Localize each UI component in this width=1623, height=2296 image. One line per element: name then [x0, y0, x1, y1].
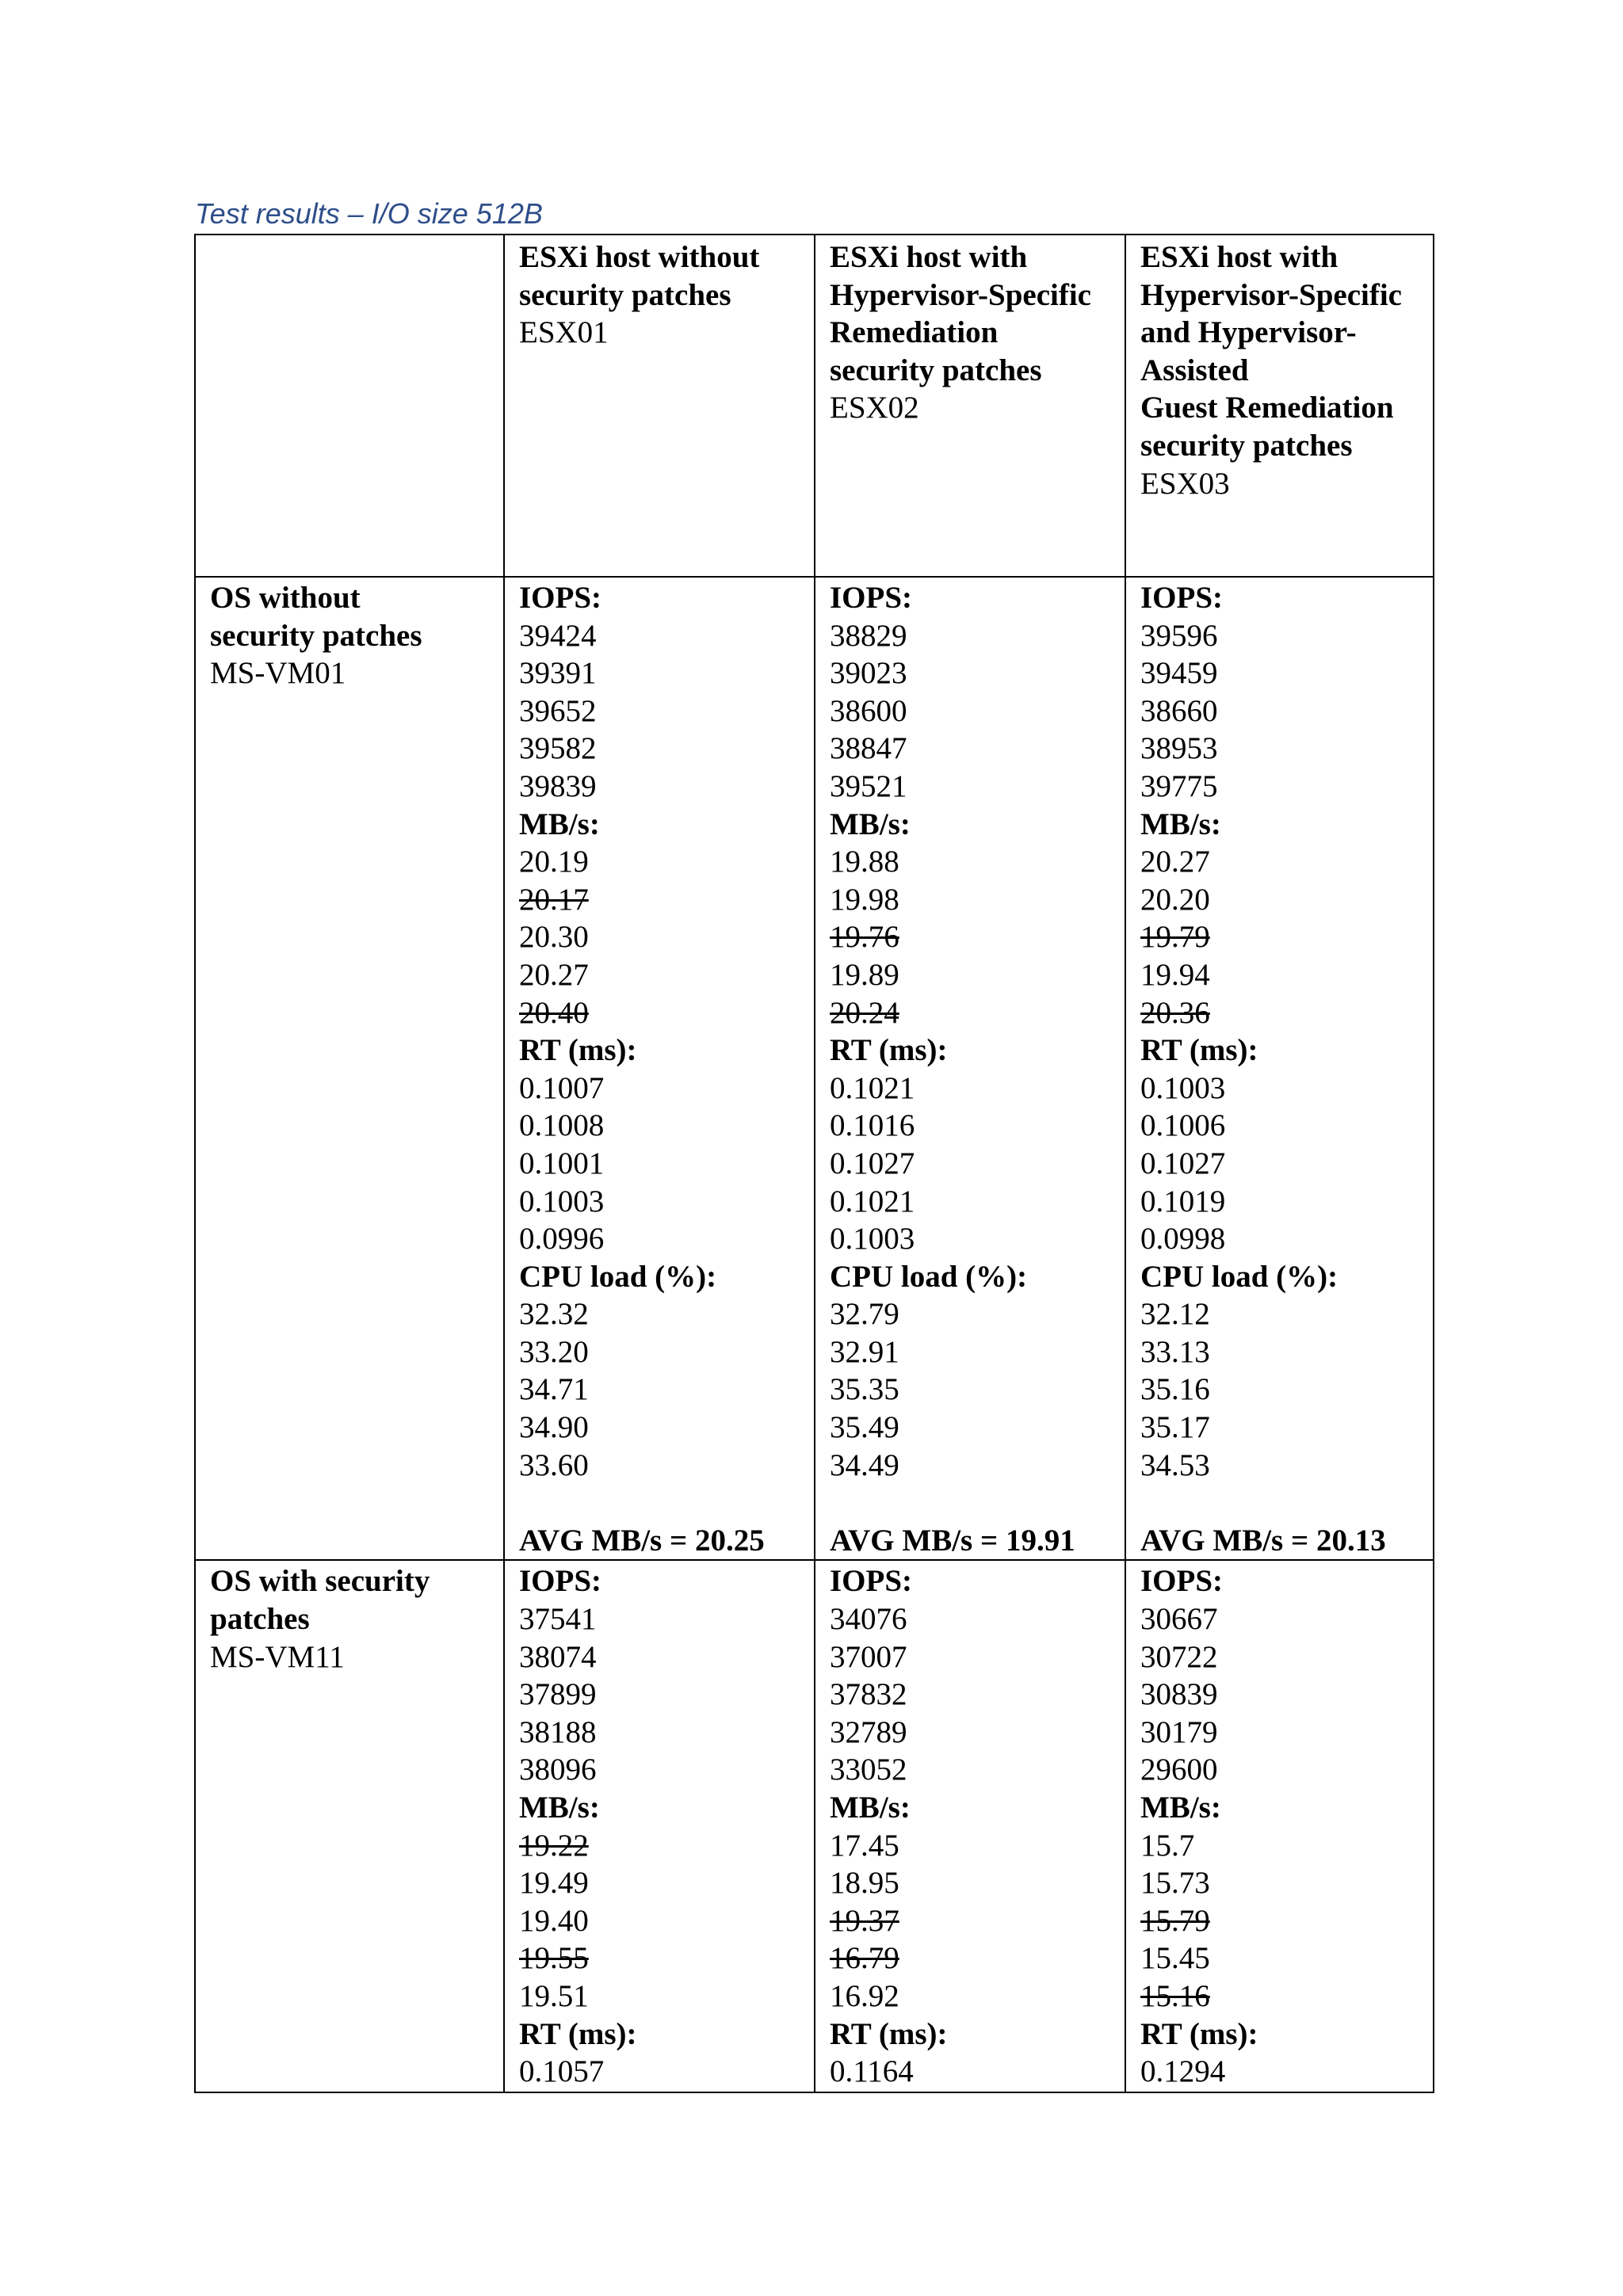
rt-value: 0.0996: [519, 1222, 605, 1257]
iops-value: 32789: [830, 1714, 907, 1749]
mbs-value: 19.89: [830, 957, 899, 992]
mbs-value: 15.7: [1140, 1828, 1195, 1863]
mbs-value: 20.30: [519, 920, 589, 955]
results-cell: [815, 1560, 1125, 2092]
iops-value: 39023: [830, 656, 907, 691]
iops-label: IOPS:: [519, 581, 602, 615]
mbs-label: MB/s:: [830, 1791, 911, 1825]
iops-value: 30722: [1140, 1639, 1218, 1674]
iops-value: 33052: [830, 1753, 907, 1787]
mbs-value: 19.88: [830, 845, 899, 879]
cpu-value: 35.16: [1140, 1372, 1210, 1407]
rt-value: 0.1021: [830, 1070, 915, 1105]
iops-value: 38600: [830, 693, 907, 728]
mbs-value: 19.98: [830, 882, 899, 917]
column-title-line: ESXi host without: [519, 240, 760, 274]
rt-value: 0.1294: [1140, 2054, 1226, 2089]
iops-value: 37007: [830, 1639, 907, 1674]
iops-value: 38188: [519, 1714, 597, 1749]
mbs-value-struck: 19.76: [830, 920, 899, 955]
cpu-value: 35.17: [1140, 1410, 1210, 1445]
mbs-value-struck: 20.24: [830, 995, 899, 1030]
row-title-line: patches: [210, 1602, 310, 1637]
rt-value: 0.1057: [519, 2054, 605, 2089]
spacer: [519, 1484, 814, 1522]
table-caption: Test results – I/O size 512B: [195, 197, 543, 230]
spacer: [1140, 1484, 1433, 1522]
rt-value: 0.1008: [519, 1108, 605, 1143]
row-title-line: OS with security: [210, 1564, 430, 1599]
mbs-label: MB/s:: [519, 1791, 600, 1825]
iops-value: 39424: [519, 618, 597, 653]
results-cell: [815, 577, 1125, 1560]
iops-value: 30179: [1140, 1714, 1218, 1749]
corner-cell: [195, 235, 504, 577]
cpu-value: 32.79: [830, 1297, 899, 1332]
column-header-esx03: [1125, 235, 1434, 577]
iops-value: 38847: [830, 731, 907, 766]
rt-value: 0.1007: [519, 1070, 605, 1105]
rt-label: RT (ms):: [519, 1033, 637, 1068]
mbs-label: MB/s:: [519, 807, 600, 841]
rt-value: 0.1019: [1140, 1184, 1226, 1219]
cpu-label: CPU load (%):: [830, 1259, 1028, 1294]
mbs-value-struck: 19.37: [830, 1903, 899, 1938]
column-title-line: Hypervisor-Specific: [1140, 277, 1402, 312]
iops-value: 39521: [830, 769, 907, 803]
mbs-value: 17.45: [830, 1828, 899, 1863]
iops-value: 39652: [519, 693, 597, 728]
iops-value: 39459: [1140, 656, 1218, 691]
iops-value: 38829: [830, 618, 907, 653]
table-row: [195, 1560, 1434, 2092]
rt-label: RT (ms):: [519, 2016, 637, 2051]
cpu-value: 33.60: [519, 1447, 589, 1482]
iops-value: 39839: [519, 769, 597, 803]
row-header-ms-vm01: [195, 577, 504, 1560]
mbs-value-struck: 20.40: [519, 995, 589, 1030]
mbs-value-struck: 19.22: [519, 1828, 589, 1863]
cpu-value: 34.71: [519, 1372, 589, 1407]
iops-label: IOPS:: [830, 581, 913, 615]
iops-value: 39596: [1140, 618, 1218, 653]
cpu-label: CPU load (%):: [519, 1259, 717, 1294]
vm-name: MS-VM11: [210, 1639, 345, 1674]
spacer: [830, 1484, 1125, 1522]
mbs-value-struck: 19.79: [1140, 920, 1210, 955]
rt-label: RT (ms):: [830, 2016, 948, 2051]
row-header-ms-vm11: [195, 1560, 504, 2092]
cpu-value: 34.49: [830, 1447, 899, 1482]
iops-value: 38953: [1140, 731, 1218, 766]
iops-label: IOPS:: [1140, 581, 1224, 615]
mbs-value: 20.20: [1140, 882, 1210, 917]
mbs-value: 19.94: [1140, 957, 1210, 992]
iops-value: 39775: [1140, 769, 1218, 803]
avg-mbs: AVG MB/s = 20.25: [519, 1523, 765, 1558]
row-title-line: OS without: [210, 581, 361, 615]
mbs-value: 20.27: [1140, 845, 1210, 879]
avg-mbs: AVG MB/s = 19.91: [830, 1523, 1075, 1558]
iops-label: IOPS:: [1140, 1564, 1224, 1599]
row-title-line: security patches: [210, 618, 422, 653]
column-title-line: Guest Remediation: [1140, 391, 1394, 425]
host-name: ESX02: [830, 391, 919, 425]
mbs-value-struck: 16.79: [830, 1941, 899, 1976]
iops-value: 38096: [519, 1753, 597, 1787]
mbs-value-struck: 19.55: [519, 1941, 589, 1976]
mbs-value: 19.40: [519, 1903, 589, 1938]
results-cell: [1125, 1560, 1434, 2092]
rt-value: 0.1027: [830, 1146, 915, 1180]
iops-value: 39391: [519, 656, 597, 691]
column-title-line: ESXi host with: [1140, 240, 1338, 274]
column-title-line: security patches: [519, 277, 731, 312]
cpu-value: 33.20: [519, 1334, 589, 1369]
rt-label: RT (ms):: [830, 1033, 948, 1068]
mbs-value: 18.95: [830, 1866, 899, 1901]
iops-value: 30667: [1140, 1602, 1218, 1637]
results-cell: [504, 1560, 815, 2092]
mbs-value: 20.19: [519, 845, 589, 879]
iops-value: 37899: [519, 1677, 597, 1712]
iops-value: 30839: [1140, 1677, 1218, 1712]
rt-value: 0.1027: [1140, 1146, 1226, 1180]
iops-label: IOPS:: [830, 1564, 913, 1599]
avg-mbs: AVG MB/s = 20.13: [1140, 1523, 1386, 1558]
host-name: ESX03: [1140, 466, 1230, 501]
column-title-line: ESXi host with: [830, 240, 1028, 274]
header-row: [195, 235, 1434, 577]
iops-value: 37541: [519, 1602, 597, 1637]
rt-value: 0.1006: [1140, 1108, 1226, 1143]
rt-value: 0.1003: [830, 1222, 915, 1257]
cpu-value: 34.53: [1140, 1447, 1210, 1482]
host-name: ESX01: [519, 315, 609, 350]
cpu-value: 35.49: [830, 1410, 899, 1445]
rt-value: 0.0998: [1140, 1222, 1226, 1257]
column-title-line: security patches: [830, 353, 1042, 387]
iops-value: 38074: [519, 1639, 597, 1674]
table-row: [195, 577, 1434, 1560]
rt-value: 0.1164: [830, 2054, 914, 2089]
column-title-line: Remediation: [830, 315, 999, 350]
vm-name: MS-VM01: [210, 656, 346, 691]
cpu-value: 32.12: [1140, 1297, 1210, 1332]
rt-value: 0.1021: [830, 1184, 915, 1219]
mbs-value: 19.49: [519, 1866, 589, 1901]
cpu-value: 32.32: [519, 1297, 589, 1332]
iops-value: 39582: [519, 731, 597, 766]
results-table: [194, 234, 1434, 2093]
rt-label: RT (ms):: [1140, 2016, 1258, 2051]
rt-value: 0.1003: [519, 1184, 605, 1219]
column-header-esx01: [504, 235, 815, 577]
iops-value: 37832: [830, 1677, 907, 1712]
mbs-label: MB/s:: [830, 807, 911, 841]
cpu-value: 34.90: [519, 1410, 589, 1445]
results-cell: [1125, 577, 1434, 1560]
mbs-value-struck: 15.16: [1140, 1978, 1210, 2013]
mbs-value: 15.45: [1140, 1941, 1210, 1976]
column-title-line: and Hypervisor-: [1140, 315, 1357, 350]
iops-value: 29600: [1140, 1753, 1218, 1787]
mbs-value: 20.27: [519, 957, 589, 992]
rt-value: 0.1016: [830, 1108, 915, 1143]
mbs-value: 16.92: [830, 1978, 899, 2013]
rt-value: 0.1003: [1140, 1070, 1226, 1105]
column-header-esx02: [815, 235, 1125, 577]
column-title-line: Hypervisor-Specific: [830, 277, 1091, 312]
cpu-value: 35.35: [830, 1372, 899, 1407]
rt-label: RT (ms):: [1140, 1033, 1258, 1068]
rt-value: 0.1001: [519, 1146, 605, 1180]
results-cell: [504, 577, 815, 1560]
iops-value: 38660: [1140, 693, 1218, 728]
mbs-value-struck: 15.79: [1140, 1903, 1210, 1938]
cpu-label: CPU load (%):: [1140, 1259, 1338, 1294]
iops-value: 34076: [830, 1602, 907, 1637]
cpu-value: 32.91: [830, 1334, 899, 1369]
mbs-value: 15.73: [1140, 1866, 1210, 1901]
column-title-line: Assisted: [1140, 353, 1249, 387]
column-title-line: security patches: [1140, 428, 1353, 463]
mbs-value: 19.51: [519, 1978, 589, 2013]
mbs-label: MB/s:: [1140, 1791, 1221, 1825]
iops-label: IOPS:: [519, 1564, 602, 1599]
mbs-value-struck: 20.17: [519, 882, 589, 917]
cpu-value: 33.13: [1140, 1334, 1210, 1369]
mbs-label: MB/s:: [1140, 807, 1221, 841]
mbs-value-struck: 20.36: [1140, 995, 1210, 1030]
